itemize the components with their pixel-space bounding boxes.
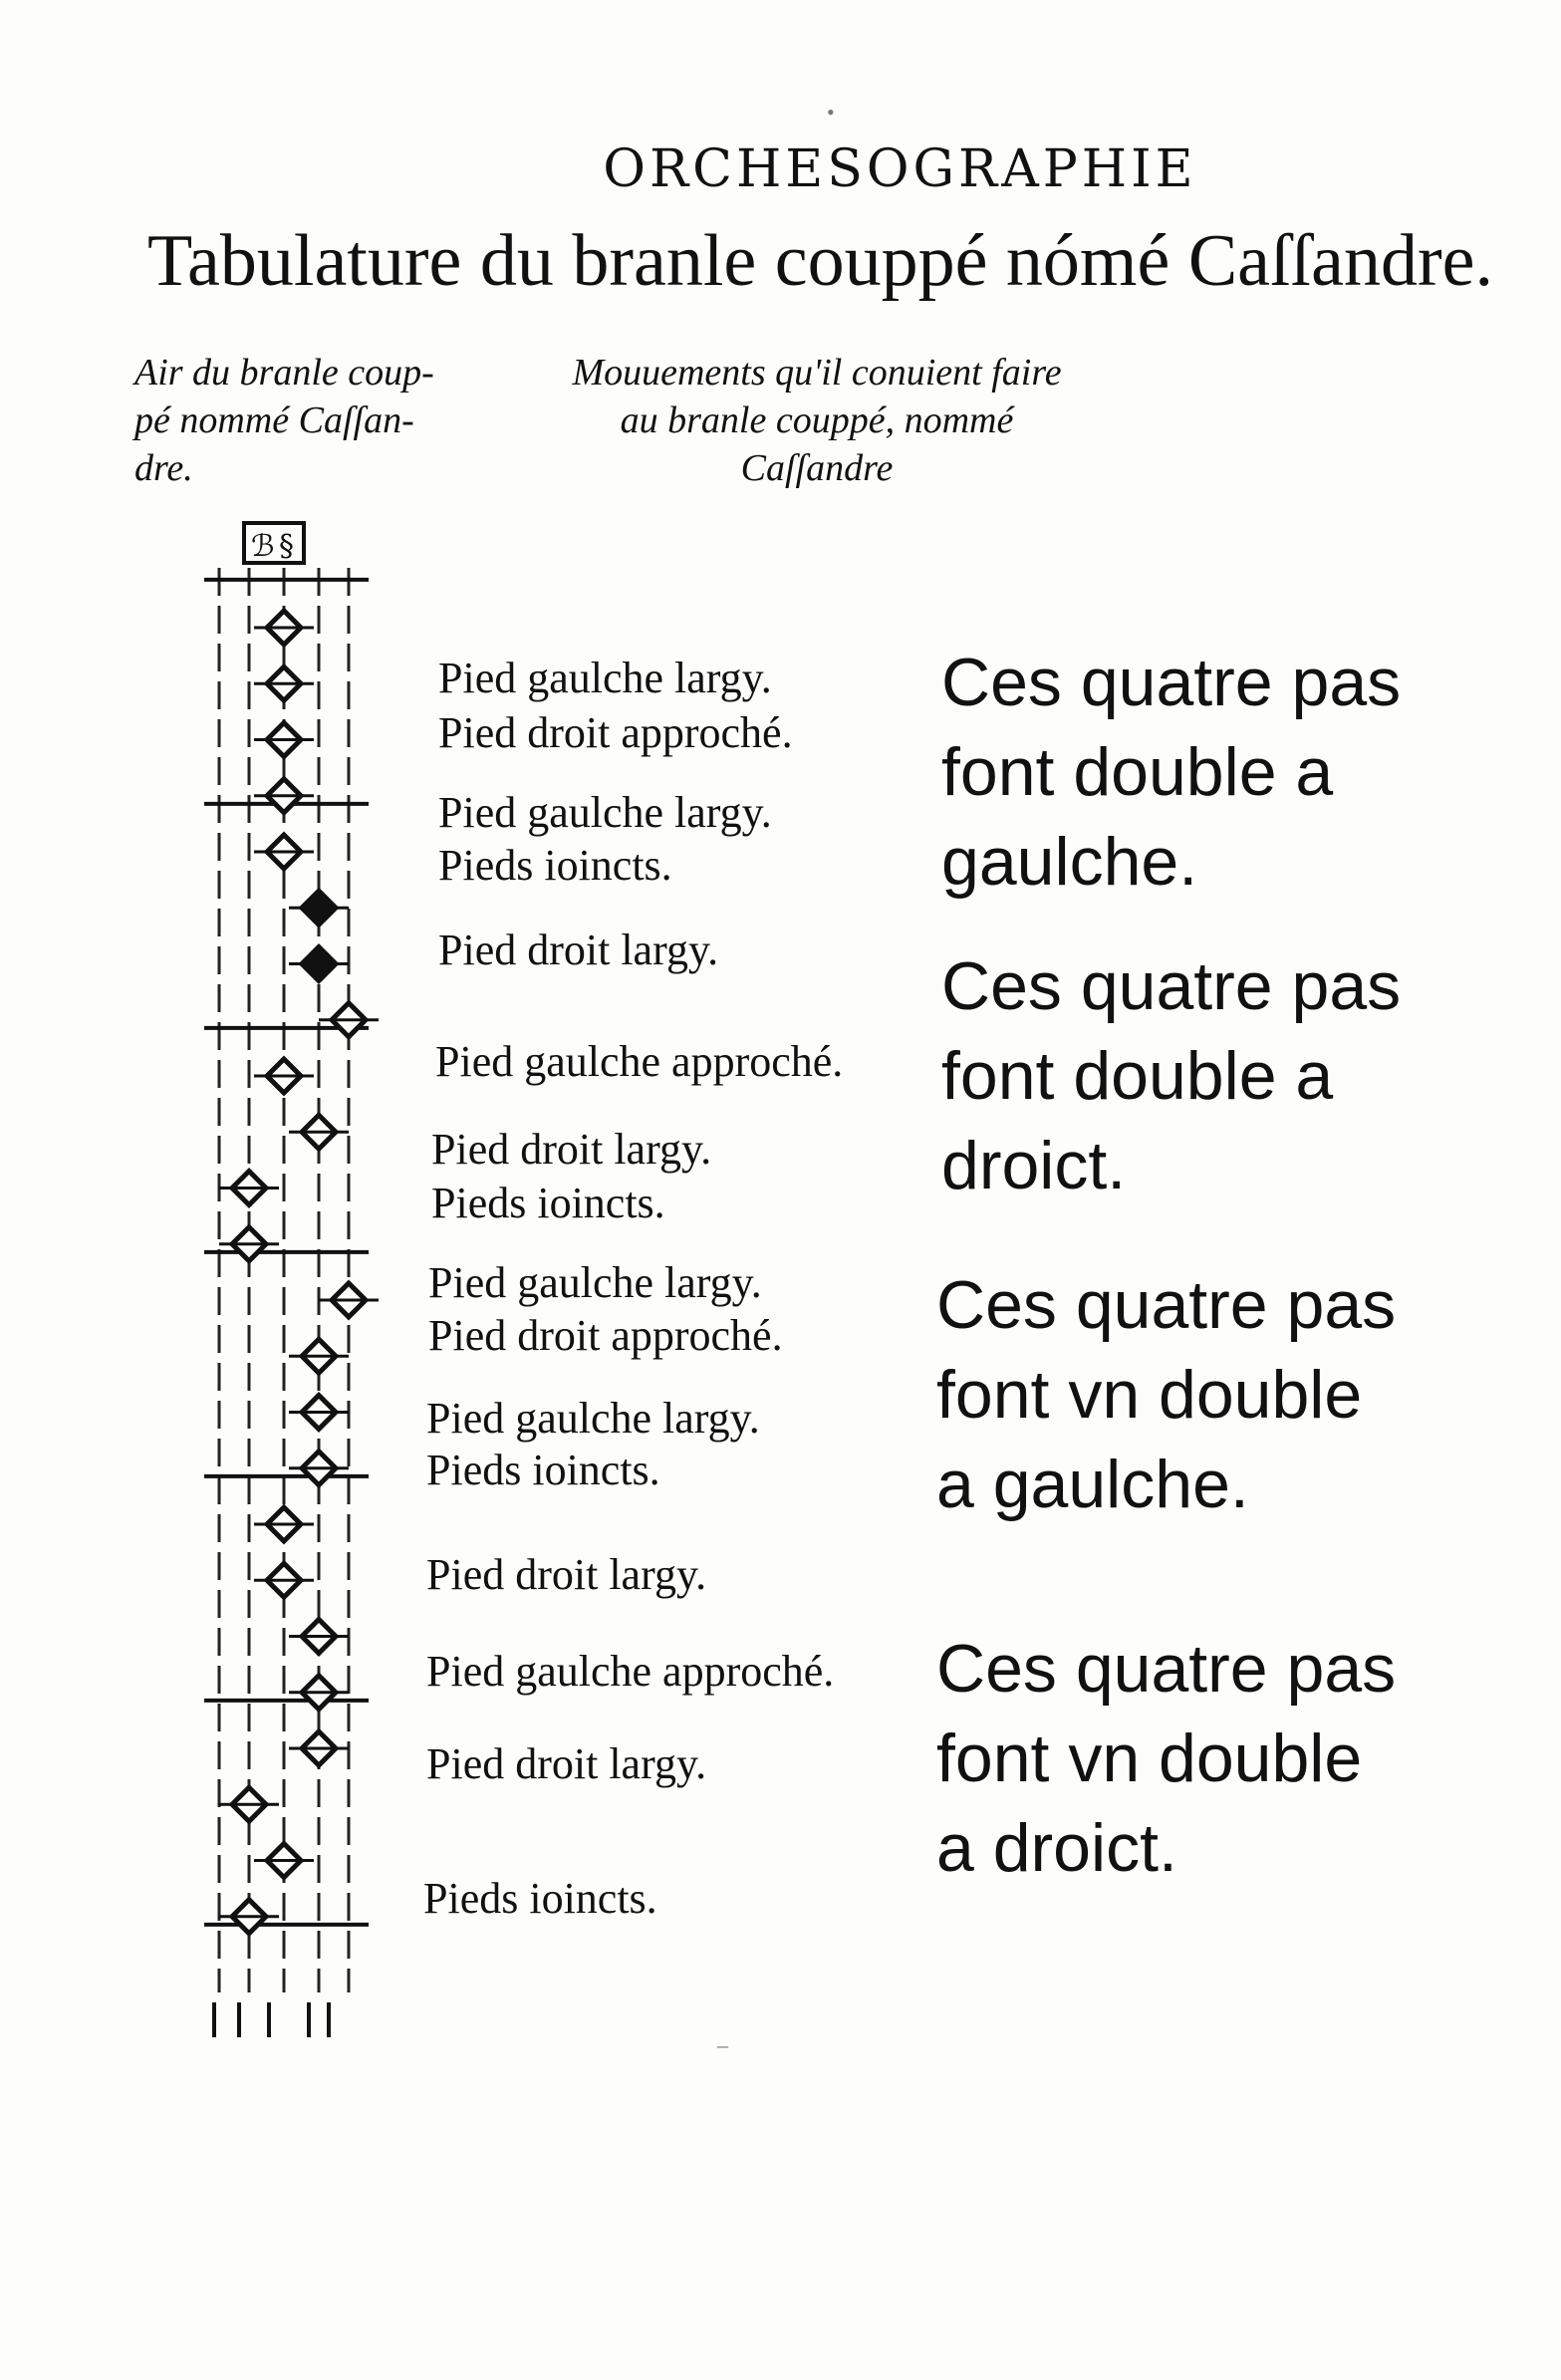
clef-symbol [244, 523, 304, 564]
step-text: Pied droit approché. [438, 708, 793, 757]
movements-column-heading [518, 349, 1116, 492]
movements-heading-line: au branle couppé, nommé [620, 399, 1014, 441]
step-text: Pieds ioincts. [423, 1874, 657, 1923]
step-text: Pied droit largy. [426, 1739, 707, 1788]
group-line: droict. [941, 1128, 1127, 1203]
step-text: Pied droit largy. [426, 1550, 707, 1599]
print-speck: • [827, 100, 835, 125]
group-line: Ces quatre pas [936, 1267, 1397, 1343]
step-text: Pied gaulche largy. [426, 1394, 760, 1443]
page-title: Tabulature du branle couppé nómé Caſſandre. [147, 220, 1493, 302]
step-text: Pieds ioincts. [426, 1446, 660, 1494]
step-text: Pieds ioincts. [438, 841, 672, 890]
group-line: font vn double [936, 1357, 1363, 1433]
group-line: Ces quatre pas [941, 948, 1402, 1024]
step-text: Pieds ioincts. [431, 1179, 665, 1227]
air-heading-line: dre. [134, 447, 193, 489]
print-speck: ‒ [717, 2032, 728, 2057]
movements-heading-line: Caſſandre [740, 447, 894, 489]
group-line: font double a [941, 734, 1334, 810]
group-line: font vn double [936, 1720, 1363, 1796]
svg-text:§: § [279, 529, 294, 564]
step-text: Pied gaulche largy. [438, 788, 772, 837]
air-column-heading [134, 349, 473, 492]
step-text: Pied droit largy. [438, 926, 719, 974]
step-text: Pied gaulche largy. [428, 1258, 762, 1307]
group-line: gaulche. [941, 824, 1198, 900]
step-text: Pied gaulche approché. [426, 1647, 835, 1696]
svg-text:ℬ: ℬ [251, 529, 275, 564]
group-commentary [941, 638, 1459, 907]
group-line: Ces quatre pas [936, 1631, 1397, 1707]
group-commentary [936, 1260, 1454, 1529]
group-line: a gaulche. [936, 1447, 1249, 1522]
step-text: Pied droit largy. [431, 1125, 712, 1174]
group-commentary [936, 1624, 1454, 1893]
music-notation-staff [199, 508, 379, 2042]
air-heading-line: pé nommé Caſſan- [134, 399, 414, 441]
movements-heading-line: Mouuements qu'il conuient faire [572, 352, 1062, 394]
step-text: Pied gaulche approché. [435, 1037, 844, 1086]
staff-notes [219, 611, 379, 1934]
step-text: Pied droit approché. [428, 1311, 783, 1360]
group-line: Ces quatre pas [941, 645, 1402, 720]
group-line: a droict. [936, 1810, 1177, 1886]
running-head: ORCHESOGRAPHIE [603, 139, 1197, 199]
group-commentary [941, 941, 1459, 1210]
final-bar-symbol [214, 2002, 329, 2037]
air-heading-line: Air du branle coup- [134, 352, 434, 394]
group-line: font double a [941, 1038, 1334, 1114]
step-text: Pied gaulche largy. [438, 654, 772, 702]
